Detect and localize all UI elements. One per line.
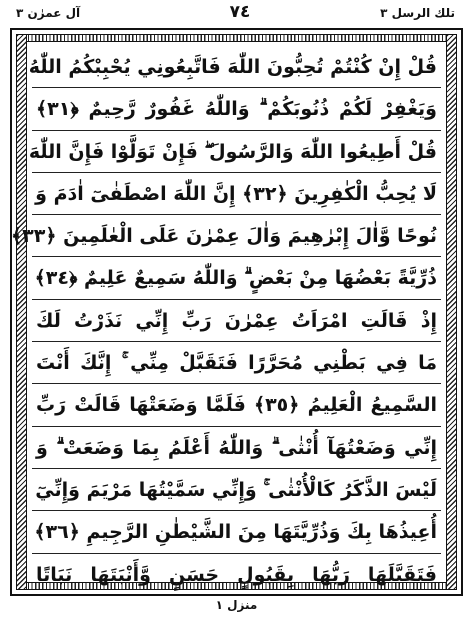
border-ornament-top — [17, 35, 456, 42]
page-number: ٧٤ — [229, 2, 251, 22]
page-frame — [10, 28, 463, 596]
line-text: وَيَغْفِرْ لَكُمْ ذُنُوبَكُمْ ۗ وَاللّٰهُ غَفُورٌ رَّحِيمٌ ﴿٣١﴾ — [36, 98, 437, 121]
text-lines — [11, 46, 441, 586]
line-text: إِذْ قَالَتِ امْرَاَتُ عِمْرٰنَ رَبِّ إِنِّي نَذَرْتُ لَكَ — [36, 309, 437, 332]
text-line — [28, 131, 441, 173]
line-text: قُلْ إِنْ كُنْتُمْ تُحِبُّونَ اللّٰهَ فَاتَّبِعُونِي يُحْبِبْكُمُ اللّٰهُ — [28, 56, 437, 78]
text-line — [28, 46, 441, 88]
text-line — [32, 511, 441, 553]
line-text: فَتَقَبَّلَهَا رَبُّهَا بِقَبُولٍ حَسَنٍ وَّأَنْبَتَهَا نَبَاتًا — [36, 563, 437, 586]
text-line — [32, 469, 441, 511]
manzil-footer: منزل ١ — [215, 598, 258, 612]
text-line — [32, 554, 441, 596]
line-text: أُعِيذُهَا بِكَ وَذُرِّيَّتَهَا مِنَ الشَّيْطٰنِ الرَّجِيمِ ﴿٣٦﴾ — [34, 521, 437, 544]
text-line — [32, 342, 441, 384]
surah-name: آل عمرٰن ٣ — [16, 6, 81, 20]
line-text: لَا يُحِبُّ الْكٰفِرِينَ ﴿٣٢﴾ إِنَّ اللّٰهَ اصْطَفٰىٓ اٰدَمَ وَ — [35, 182, 437, 205]
text-line — [32, 257, 441, 299]
page-header — [0, 0, 473, 28]
line-text: ذُرِّيَّةً بَعْضُهَا مِنْ بَعْضٍ ۗ وَاللّٰهُ سَمِيعٌ عَلِيمٌ ﴿٣٤﴾ — [34, 267, 437, 290]
text-line — [32, 300, 441, 342]
line-text: السَّمِيعُ الْعَلِيمُ ﴿٣٥﴾ فَلَمَّا وَضَعَتْهَا قَالَتْ رَبِّ — [36, 394, 437, 417]
line-text: مَا فِي بَطْنِي مُحَرَّرًا فَتَقَبَّلْ مِنِّي ۚ إِنَّكَ أَنْتَ — [36, 352, 437, 375]
frame-inner-border — [11, 34, 457, 590]
line-text: لَيْسَ الذَّكَرُ كَالْأُنْثٰى ۚ وَإِنِّي سَمَّيْتُهَا مَرْيَمَ وَإِنِّيٓ — [35, 478, 437, 501]
border-ornament-left — [17, 35, 27, 589]
text-line — [32, 88, 441, 130]
juz-name: تلك الرسل ٣ — [380, 6, 455, 20]
line-text: إِنِّي وَضَعْتُهَآ أُنْثٰى ۗ وَاللّٰهُ أَعْلَمُ بِمَا وَضَعَتْ ۗ وَ — [36, 436, 437, 459]
text-line — [11, 215, 441, 257]
text-line — [32, 173, 441, 215]
border-ornament-right — [446, 35, 456, 589]
line-text: نُوحًا وَّاٰلَ إِبْرٰهِيمَ وَاٰلَ عِمْرٰنَ عَلَى الْعٰلَمِينَ ﴿٣٣﴾ — [11, 225, 437, 248]
text-line — [32, 427, 441, 469]
text-line — [32, 384, 441, 426]
line-text: قُلْ أَطِيعُوا اللّٰهَ وَالرَّسُولَ ۖ فَإِنْ تَوَلَّوْا فَإِنَّ اللّٰهَ — [28, 140, 437, 163]
